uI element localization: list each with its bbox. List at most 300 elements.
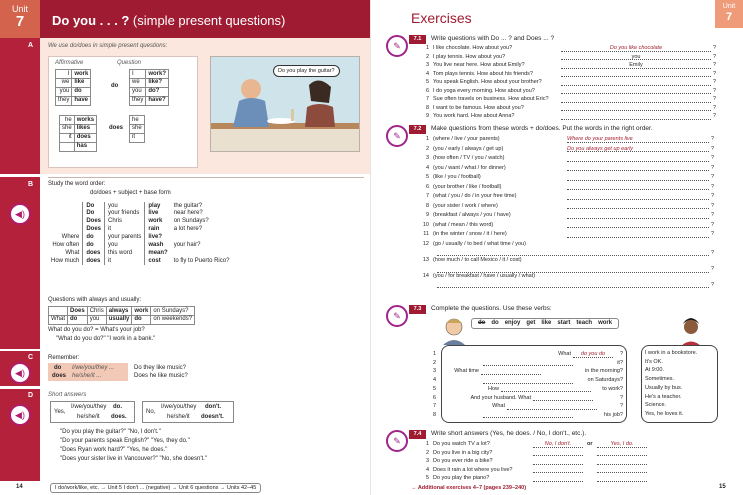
answer-text: do you do (580, 351, 606, 357)
answer-line: He's a teacher. (645, 393, 682, 400)
question-start: What (558, 351, 571, 357)
remember-label: Remember: (48, 355, 80, 361)
word-order-cell: do (83, 241, 105, 249)
always-usually-cell: on weekends? (151, 315, 195, 324)
item-prompt: (your brother / like / football) (433, 183, 502, 190)
answer-field[interactable] (561, 71, 711, 78)
item-prompt: (breakfast / always / you / have) (433, 212, 511, 218)
pencil-icon: ✎ (386, 305, 408, 327)
item-prompt: (where / live / your parents) (433, 136, 500, 142)
item-number: 8 (425, 104, 429, 111)
verb-box (471, 318, 619, 329)
word-order-cell: Does (83, 226, 105, 234)
item-prompt: Does it rain a lot where you live? (433, 466, 513, 473)
item-number: 7 (433, 403, 437, 410)
unit-badge (0, 0, 40, 38)
answer-field[interactable] (561, 45, 711, 52)
item-prompt: I want to be famous. How about you? (433, 104, 524, 111)
always-usually-cell: Does (68, 307, 88, 316)
item-number: 2 (425, 53, 429, 60)
answer-field[interactable]: No, I don't. (533, 441, 583, 448)
question-mark: ? (711, 155, 715, 161)
item-prompt: You speak English. How about your brother? (433, 79, 542, 85)
question-mark: ? (711, 145, 715, 152)
word-order-cell: on Sundays? (173, 218, 209, 225)
word-order-cell: Do (83, 210, 105, 218)
aff-verb: likes (74, 124, 96, 133)
answer-line: Sometimes. (645, 376, 675, 383)
word-order-cell: Chris (105, 218, 145, 226)
aff-subject: she (60, 124, 75, 133)
question-mark: ? (713, 53, 717, 60)
always-usually-cell: Chris (87, 307, 106, 316)
word-order-row (48, 226, 232, 234)
answer-field[interactable] (561, 79, 711, 86)
item-number: 11 (423, 231, 429, 237)
unit-number: 7 (15, 13, 25, 31)
item-number: 4 (425, 164, 429, 171)
q-subject: we (130, 78, 146, 87)
answer-field[interactable] (567, 136, 709, 143)
right-page (371, 0, 743, 495)
word-order-row (48, 241, 232, 249)
item-number: 4 (433, 377, 437, 384)
always-usually-cell: What (49, 315, 68, 324)
q-verb: work? (146, 70, 169, 79)
section-a-letter: A (28, 42, 34, 49)
no-subject: he/she/it (167, 414, 190, 420)
item-number: 9 (425, 113, 429, 119)
short-answer-examples (60, 428, 207, 464)
answer-field[interactable] (597, 458, 647, 465)
remember-do-subjects: I/we/you/they ... (72, 365, 115, 371)
q-subject: you (130, 87, 146, 96)
word-order-row (48, 210, 232, 218)
yes-subject: I/we/you/they (71, 404, 107, 410)
always-usually-intro: Questions with always and usually: (48, 297, 142, 303)
item-prompt: You live near here. How about Emily? (433, 62, 525, 68)
verb-option: do (491, 320, 499, 326)
answer-field[interactable] (597, 450, 647, 457)
answer-field[interactable] (561, 96, 711, 103)
word-order-cell: you (105, 202, 145, 210)
exercise-item (417, 273, 717, 279)
item-number: 9 (425, 212, 429, 218)
pencil-icon: ✎ (386, 125, 408, 147)
remember-example-1: Do they like music? (134, 365, 187, 371)
answer-field[interactable] (567, 146, 709, 153)
item-number: 5 (425, 174, 429, 180)
item-number: 2 (425, 449, 429, 456)
answer-field[interactable] (567, 155, 709, 162)
answer-field[interactable] (437, 250, 709, 257)
exercise-item (417, 241, 717, 247)
item-prompt: (what / mean / this word) (433, 221, 494, 228)
no-verb: doesn't. (201, 414, 224, 420)
answer-field[interactable]: Yes, I do. (597, 441, 647, 448)
affirmative-table-1 (55, 69, 91, 106)
section-d-letter: D (28, 392, 34, 399)
item-prompt: Do you live in a big city? (433, 449, 493, 456)
exercises-title: Exercises (411, 10, 472, 26)
no-label: No, (146, 409, 156, 415)
question-mark: ? (711, 136, 715, 142)
answer-field[interactable] (533, 467, 583, 474)
answer-field[interactable] (597, 475, 647, 482)
no-verb: don't. (205, 404, 222, 410)
word-order-cell: cost (145, 257, 171, 265)
item-number: 7 (425, 96, 429, 102)
question-end: on Saturdays? (587, 377, 623, 384)
word-order-cell: Where (61, 234, 80, 241)
item-number: 4 (425, 466, 429, 473)
answer-field[interactable] (567, 174, 709, 181)
q-verb: do? (146, 87, 169, 96)
item-prompt: Do you play the piano? (433, 475, 490, 481)
answer-field[interactable] (567, 231, 709, 238)
word-order-row (48, 249, 232, 257)
example-item: "Do you play the guitar?" "No, I don't." (60, 429, 161, 435)
exercise-heading: Complete the questions. Use these verbs: (431, 305, 552, 312)
always-usually-cell: do (132, 315, 151, 324)
question-end: it? (617, 359, 623, 366)
answer-line: Science. (645, 402, 667, 409)
aff-verb: has (74, 142, 96, 151)
answer-field[interactable] (567, 203, 709, 210)
word-order-cell (171, 234, 233, 242)
question-end: ? (619, 403, 623, 410)
answer-field[interactable] (567, 184, 709, 191)
item-prompt: (in the winter / snow / it / here) (433, 231, 507, 237)
pencil-icon: ✎ (386, 35, 408, 57)
question-start: How (487, 385, 499, 392)
item-prompt: (like / you / football) (433, 174, 481, 180)
pencil-icon: ✎ (386, 430, 408, 452)
item-number: 6 (425, 183, 429, 190)
always-usually-cell: usually (106, 315, 132, 324)
question-table-2 (129, 115, 145, 143)
always-usually-cell: on Sundays? (151, 307, 195, 316)
item-prompt: (how often / TV / you / watch) (433, 155, 505, 161)
page-title (40, 0, 371, 38)
answer-field[interactable] (501, 386, 591, 393)
title-bold: Do you . . . ? (52, 13, 130, 28)
answer-line: At 9:00. (645, 367, 664, 374)
aff-subject: they (56, 96, 72, 105)
item-prompt: (you / early / always / get up) (433, 145, 504, 152)
word-order-row (48, 202, 232, 210)
always-usually-cell (49, 307, 68, 316)
q-does: does (109, 125, 124, 131)
section-d-sidebar (0, 389, 40, 481)
answer-text: Do you always get up early (567, 145, 634, 152)
word-order-cell: your friends (105, 210, 145, 218)
q-subject: it (130, 133, 145, 142)
aff-subject: it (60, 133, 75, 142)
question-mark: ? (713, 45, 717, 51)
guitar-illustration (210, 56, 360, 152)
answer-line: I work in a bookstore. (645, 350, 698, 356)
item-number: 14 (422, 272, 429, 279)
word-order-cell: wash (145, 241, 171, 249)
remember-do: do (54, 365, 62, 371)
question-mark: ? (711, 231, 715, 237)
always-usually-cell: do (68, 315, 88, 324)
item-number: 3 (425, 62, 429, 68)
yes-verb: do. (113, 404, 122, 410)
q-subject: I (130, 70, 146, 79)
word-order-table (48, 202, 232, 265)
answer-field[interactable] (561, 88, 711, 95)
remember-does: does (52, 373, 67, 379)
short-answers-yes-box (50, 401, 135, 423)
word-order-cell: What (65, 249, 80, 256)
question-mark: ? (713, 79, 717, 85)
word-order-cell: you (105, 241, 145, 249)
yes-label: Yes, (54, 409, 66, 415)
item-number: 1 (433, 351, 437, 357)
audio-icon[interactable]: ◀) (9, 404, 31, 426)
item-number: 5 (425, 475, 429, 481)
question-mark: ? (711, 164, 715, 171)
q-do: do (111, 83, 119, 89)
item-prompt: Do you watch TV a lot? (433, 441, 490, 447)
word-order-cell: it (105, 257, 145, 265)
q-subject: she (130, 124, 145, 133)
question-mark: ? (711, 212, 715, 218)
word-order-cell: do (83, 234, 105, 242)
verb-option: work (598, 320, 613, 326)
question-table-1 (129, 69, 169, 106)
answer-field[interactable] (483, 360, 573, 367)
question-mark: ? (711, 266, 715, 272)
example-item: "Does your sister live in Vancouver?" "No, she doesn't." (60, 456, 207, 462)
unit-label-right: Unit (722, 3, 736, 10)
question-mark: ? (713, 70, 717, 77)
additional-exercises-link[interactable]: → Additional exercises 4–7 (pages 239–240) (411, 485, 527, 491)
question-mark: ? (711, 249, 715, 256)
item-prompt: Do you ever ride a bike? (433, 458, 493, 464)
yes-subject: he/she/it (77, 414, 100, 420)
section-b-intro: Study the word order: (48, 181, 106, 187)
answer-field[interactable] (597, 467, 647, 474)
aff-verb: have (72, 96, 91, 105)
item-prompt: Tom plays tennis. How about his friends? (433, 70, 533, 77)
word-order-cell (48, 210, 83, 218)
word-order-cell: rain (145, 226, 171, 234)
example-item: "Does Ryan work hard?" "Yes, he does." (60, 447, 168, 453)
what-do-line: What do you do? = What's your job? (48, 327, 145, 333)
item-number: 3 (433, 368, 437, 375)
answer-field[interactable] (567, 222, 709, 229)
question-mark: ? (713, 87, 717, 94)
answer-field[interactable] (561, 113, 711, 120)
question-mark: ? (711, 174, 715, 180)
q-verb: like? (146, 78, 169, 87)
word-order-cell (171, 249, 233, 257)
item-number: 7 (425, 193, 429, 199)
word-order-cell: it (105, 226, 145, 234)
audio-icon[interactable]: ◀) (9, 203, 31, 225)
remember-example-2: Does he like music? (134, 373, 188, 379)
question-end: his job? (604, 411, 623, 418)
word-order-cell: How much (51, 257, 80, 264)
woman-face-icon (676, 315, 706, 347)
exercise-number: 7.3 (409, 305, 426, 314)
answer-text: you (631, 53, 641, 60)
answer-field[interactable] (573, 351, 613, 358)
exercise-heading: Write short answers (Yes, he does. / No, I don't., etc.). (431, 430, 587, 437)
exercise-item (417, 257, 717, 263)
affirmative-table-2 (59, 115, 97, 152)
answer-field[interactable] (567, 212, 709, 219)
answer-field[interactable] (483, 377, 573, 384)
word-order-cell: Do (83, 202, 105, 210)
answer-field[interactable] (533, 395, 593, 402)
word-order-cell: near here? (173, 210, 203, 217)
answer-field[interactable] (533, 450, 583, 457)
item-number: 2 (433, 359, 437, 366)
question-end: ? (619, 351, 623, 357)
answer-field[interactable] (567, 165, 709, 172)
answer-field[interactable] (437, 282, 709, 289)
item-number: 3 (425, 458, 429, 464)
answer-field[interactable] (561, 62, 711, 69)
man-face-icon (439, 315, 469, 345)
word-order-cell: to fly to Puerto Rico? (173, 257, 230, 264)
q-verb: have? (146, 96, 169, 105)
question-end: ? (619, 394, 623, 401)
word-order-row (48, 218, 232, 226)
item-number: 3 (425, 155, 429, 161)
word-order-cell: the guitar? (173, 202, 203, 209)
cross-reference-footer[interactable]: I do/work/like, etc. → Unit 5 I don't ... (negative) → Unit 6 questions → Units 42–45 (50, 483, 261, 493)
answer-field[interactable] (481, 368, 541, 375)
question-mark: ? (713, 96, 717, 102)
word-order-cell: your hair? (173, 241, 201, 248)
example-item: "Do your parents speak English?" "Yes, they do." (60, 438, 190, 444)
word-order-cell: play (145, 202, 171, 210)
page-number-right: 15 (719, 484, 726, 490)
answer-line: It's OK. (645, 358, 663, 365)
word-order-cell: a lot here? (173, 226, 203, 233)
answer-field[interactable] (533, 475, 583, 482)
word-order-cell: live? (145, 234, 171, 242)
q-subject: they (130, 96, 146, 105)
exercise-heading: Make questions from these words + do/does. Put the words in the right order. (431, 125, 653, 132)
answer-field[interactable] (561, 105, 711, 112)
answer-field[interactable] (483, 412, 573, 419)
always-usually-table (48, 306, 195, 325)
question-start: What time (454, 368, 479, 375)
word-order-row (48, 257, 232, 265)
item-number: 6 (425, 87, 429, 94)
aff-verb: works (74, 116, 96, 125)
item-number: 1 (425, 441, 429, 447)
exercise-heading: Write questions with Do ... ? and Does ... ? (431, 35, 555, 42)
item-prompt: I play tennis. How about you? (433, 53, 506, 60)
item-number: 6 (433, 394, 437, 401)
remember-does-subjects: he/she/it ... (72, 373, 102, 379)
question-end: in the morning? (585, 368, 623, 375)
answer-field[interactable] (567, 193, 709, 200)
always-usually-row (49, 315, 195, 324)
affirmative-question-panel (48, 56, 198, 168)
question-start: And your husband. What (470, 394, 531, 401)
aff-subject: you (56, 87, 72, 96)
item-prompt: I do yoga every morning. How about you? (433, 87, 535, 94)
question-mark: ? (711, 221, 715, 228)
item-prompt: (you / want / what / for dinner) (433, 164, 506, 171)
word-order-cell: live (145, 210, 171, 218)
word-order-cell (48, 226, 83, 234)
question-mark: ? (711, 193, 715, 199)
section-b-letter: B (28, 181, 34, 188)
audio-icon[interactable]: ◀) (9, 362, 31, 384)
unit-label: Unit (11, 4, 28, 14)
unit-badge-right (715, 0, 743, 28)
item-number: 10 (422, 221, 429, 228)
section-a-sidebar (0, 38, 40, 174)
title-rest: (simple present questions) (132, 13, 286, 28)
question-mark: ? (711, 202, 715, 209)
question-mark: ? (713, 113, 717, 119)
short-answers-label: Short answers (48, 392, 87, 398)
always-usually-cell: always (106, 307, 132, 316)
item-prompt: (go / usually / to bed / what time / you) (433, 240, 526, 247)
always-usually-cell: work (132, 307, 151, 316)
verb-option: enjoy (504, 320, 521, 326)
answer-line: Usually by bus. (645, 384, 683, 391)
verb-option: get (526, 320, 536, 326)
word-order-cell: mean? (145, 249, 171, 257)
item-prompt: (you / for breakfast / have / usually / what) (433, 272, 536, 279)
word-order-cell: does (83, 257, 105, 265)
no-subject: I/we/you/they (161, 404, 197, 410)
word-order-cell: Does (83, 218, 105, 226)
always-usually-row (49, 307, 195, 316)
question-mark: ? (713, 104, 717, 111)
aff-subject: he (60, 116, 75, 125)
aff-subject: we (56, 78, 72, 87)
item-prompt: I like chocolate. How about you? (433, 45, 513, 51)
word-order-cell: does (83, 249, 105, 257)
word-order-formula: do/does + subject + base form (90, 190, 171, 196)
always-usually-cell: you (87, 315, 106, 324)
left-page (0, 0, 371, 495)
aff-verb: work (72, 70, 91, 79)
q-subject: he (130, 116, 145, 125)
item-number: 5 (433, 385, 437, 392)
answer-text: Do you like chocolate (609, 45, 663, 51)
question-mark: ? (711, 183, 715, 190)
exercise-number: 7.1 (409, 35, 426, 44)
item-prompt: You work hard. How about Anna? (433, 113, 515, 119)
answer-line: Yes, he loves it. (645, 410, 684, 417)
aff-verb: does (74, 133, 96, 142)
item-number: 12 (422, 240, 429, 247)
item-prompt: Sue often travels on business. How about Eric? (433, 96, 549, 102)
answer-field[interactable] (533, 458, 583, 465)
verb-option: like (541, 320, 552, 326)
answer-field[interactable] (507, 403, 597, 410)
exercise-number: 7.4 (409, 430, 426, 439)
question-start: What (492, 403, 505, 410)
unit-number-right: 7 (725, 11, 733, 24)
page-number-left: 14 (16, 484, 23, 490)
or-label: or (587, 441, 593, 447)
answer-field[interactable] (561, 54, 711, 61)
